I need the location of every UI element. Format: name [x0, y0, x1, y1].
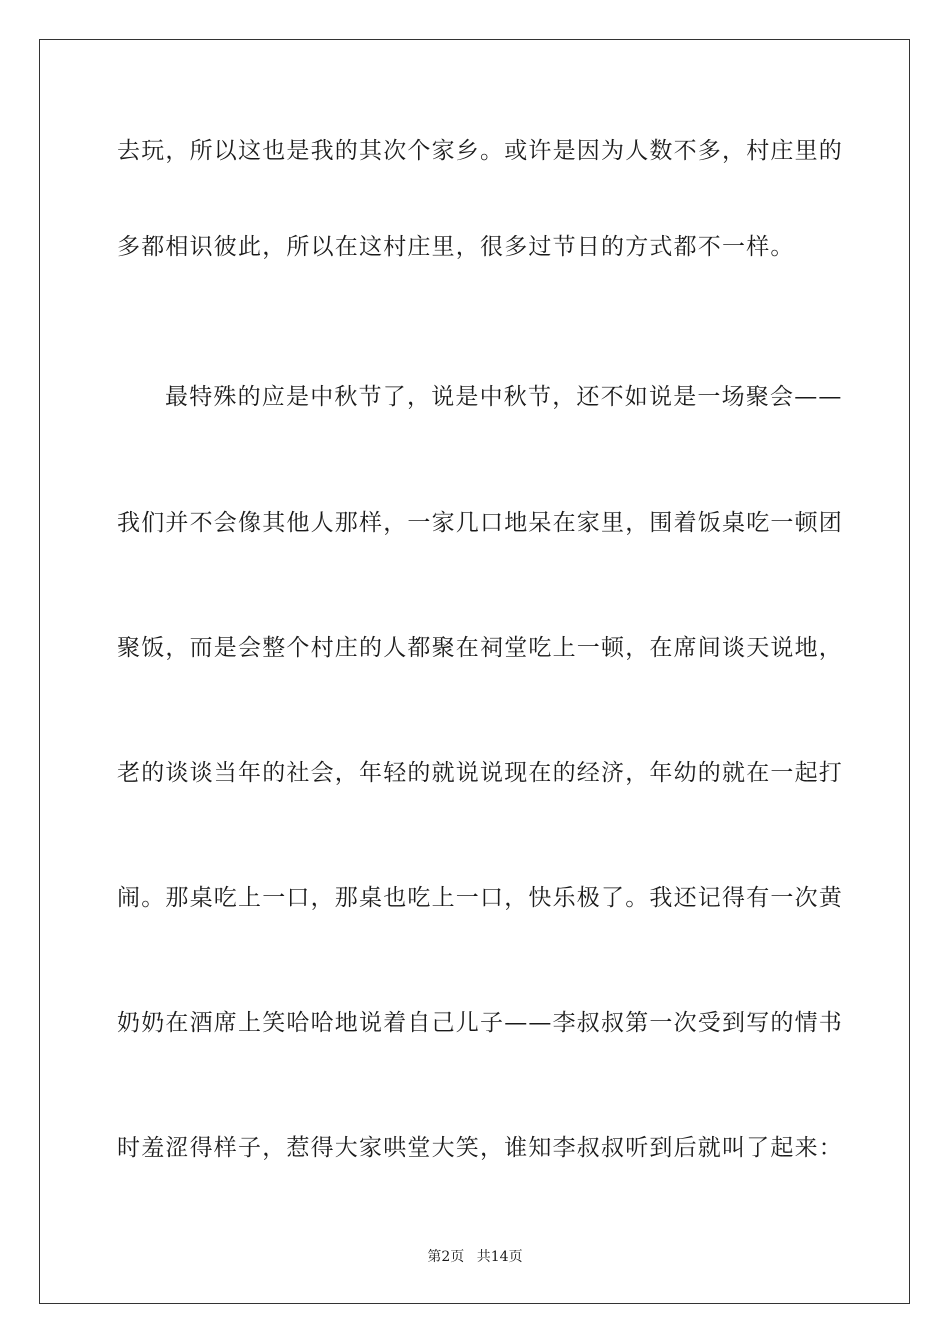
text-line-9: 时羞涩得样子，惹得大家哄堂大笑，谁知李叔叔听到后就叫了起来： — [117, 1135, 843, 1161]
page-number: 第2页 — [427, 1249, 465, 1265]
text-line-7: 闹。那桌吃上一口，那桌也吃上一口，快乐极了。我还记得有一次黄 — [117, 885, 843, 911]
text-line-5: 聚饭，而是会整个村庄的人都聚在祠堂吃上一顿，在席间谈天说地， — [117, 635, 843, 661]
page-border — [39, 39, 910, 1304]
page-footer — [0, 1248, 950, 1266]
text-line-2: 多都相识彼此，所以在这村庄里，很多过节日的方式都不一样。 — [117, 234, 795, 260]
page-total: 共14页 — [476, 1249, 523, 1265]
text-line-8: 奶奶在酒席上笑哈哈地说着自己儿子——李叔叔第一次受到写的情书 — [117, 1010, 843, 1036]
text-line-4: 我们并不会像其他人那样，一家几口地呆在家里，围着饭桌吃一顿团 — [117, 510, 843, 536]
text-line-6: 老的谈谈当年的社会，年轻的就说说现在的经济，年幼的就在一起打 — [117, 760, 843, 786]
text-line-1: 去玩，所以这也是我的其次个家乡。或许是因为人数不多，村庄里的 — [117, 138, 843, 164]
paragraph-start-line: 最特殊的应是中秋节了，说是中秋节，还不如说是一场聚会—— — [165, 384, 843, 410]
